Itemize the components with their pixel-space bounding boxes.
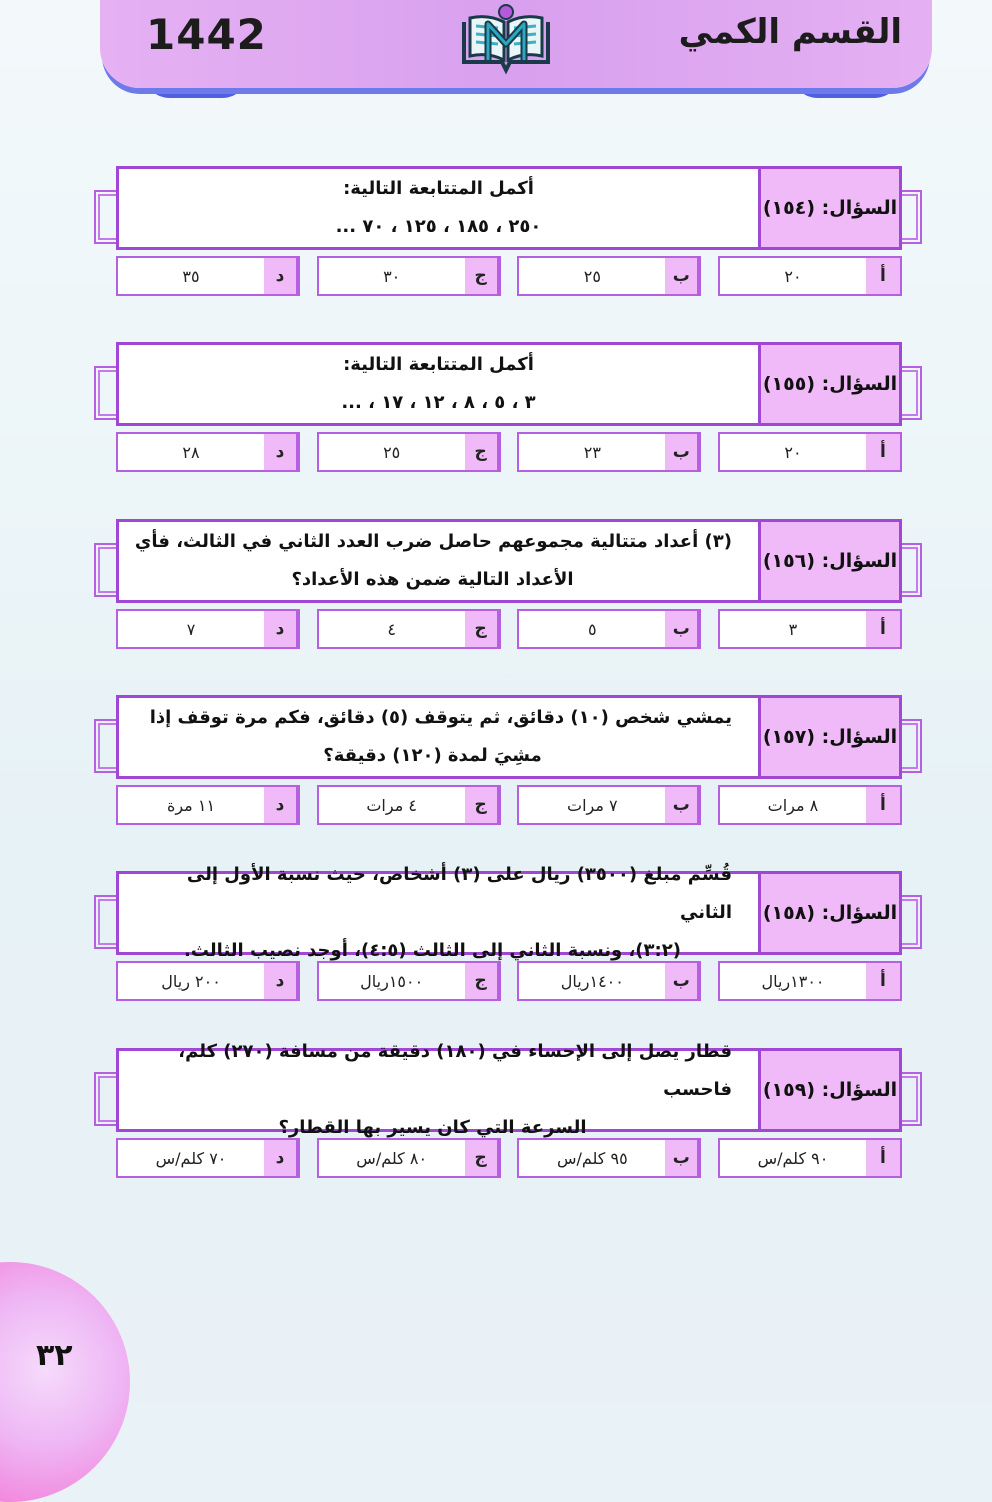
answer-option-value: ٢٠ [784,442,802,462]
answer-option-value: ٧ [186,619,196,639]
answer-option-value: ١١ مرة [166,795,216,815]
answer-option-letter: أ [866,963,900,999]
answer-option-value: ٨ مرات [767,795,819,815]
answer-option-letter: ج [465,1140,499,1176]
header-section-title: القسم الكمي [678,12,902,52]
answer-option-value: ٣٠ [383,266,401,286]
question-text-line: الأعداد التالية ضمن هذه الأعداد؟ [291,569,574,590]
answer-option[interactable] [517,961,701,1001]
answer-option-value: ٩٠ كلم/س [757,1148,829,1168]
answer-options [116,1138,902,1178]
answer-option-letter: أ [866,787,900,823]
question-row [116,864,902,961]
question-number-label: السؤال: (١٥٩) [758,1048,902,1132]
answer-option-letter: ج [465,611,499,647]
answer-option[interactable] [317,961,501,1001]
answer-option-value: ٩٥ كلم/س [556,1148,628,1168]
answer-option-letter: ب [665,434,699,470]
answer-option[interactable] [317,1138,501,1178]
answer-option[interactable] [517,785,701,825]
answer-option[interactable] [317,432,501,472]
answer-option[interactable] [517,609,701,649]
question-text [116,519,758,603]
question-text-line: قطار يصل إلى الإحساء في (١٨٠) دقيقة من مسافة (٢٧٠) كلم، فاحسب [178,1041,732,1100]
question-text-line: أكمل المتتابعة التالية: [343,178,534,199]
answer-option-letter: أ [866,611,900,647]
question-text [116,166,758,250]
question-text-line: (٣:٢)، ونسبة الثاني إلى الثالث (٤:٥)، أوجد نصيب الثالث. [184,940,681,961]
answer-option[interactable] [517,1138,701,1178]
answer-option-letter: د [264,1140,298,1176]
answer-option-value: ٢٥ [383,442,401,462]
answer-options [116,609,902,649]
answer-option[interactable] [317,609,501,649]
answer-option-letter: ب [665,258,699,294]
question-text-line: ٣ ، ٥ ، ٨ ، ١٢ ، ١٧ ، ... [341,392,536,413]
answer-option-letter: ج [465,963,499,999]
question-number-label: السؤال: (١٥٧) [758,695,902,779]
answer-option-letter: أ [866,434,900,470]
answer-option-letter: أ [866,258,900,294]
answer-option-letter: د [264,258,298,294]
question-text-line: مشِيَ لمدة (١٢٠) دقيقة؟ [323,745,542,766]
question-text-line: قُسِّم مبلغ (٣٥٠٠) ريال على (٣) أشخاص، حيث نسبة الأول إلى الثاني [186,864,732,923]
answer-option[interactable] [718,256,902,296]
question-text-line: يمشي شخص (١٠) دقائق، ثم يتوقف (٥) دقائق، فكم مرة توقف إذا [149,707,732,728]
answer-option-value: ٢٨ [182,442,200,462]
answer-option-value: ٢٣ [583,442,601,462]
answer-option-letter: ب [665,963,699,999]
answer-option[interactable] [317,256,501,296]
question-text [116,342,758,426]
answer-option-value: ٨٠ كلم/س [356,1148,428,1168]
answer-option-value: ٥ [588,619,597,639]
answer-option[interactable] [718,785,902,825]
question-number-label: السؤال: (١٥٥) [758,342,902,426]
page-number: ٣٢ [36,1338,73,1373]
answer-option[interactable] [116,785,300,825]
answer-option-value: ٧٠ كلم/س [155,1148,227,1168]
question-row [116,1041,902,1138]
answer-option[interactable] [116,609,300,649]
answer-option[interactable] [718,1138,902,1178]
answer-options [116,961,902,1001]
answer-option[interactable] [517,256,701,296]
answer-option-letter: د [264,963,298,999]
answer-option-value: ٤ [387,619,396,639]
answer-option-letter: ب [665,787,699,823]
answer-option-value: ٢٠ [784,266,802,286]
open-book-m-logo-icon [458,0,554,78]
answer-option-value: ١٤٠٠ريال [560,971,624,991]
question-number-label: السؤال: (١٥٤) [758,166,902,250]
answer-option[interactable] [718,609,902,649]
answer-option[interactable] [116,432,300,472]
question-number-label: السؤال: (١٥٨) [758,871,902,955]
answer-option-letter: د [264,787,298,823]
answer-option-letter: ج [465,258,499,294]
answer-option-letter: د [264,434,298,470]
answer-options [116,785,902,825]
question-row [116,695,902,779]
answer-option-letter: ب [665,611,699,647]
answer-option-letter: ب [665,1140,699,1176]
question-row [116,166,902,250]
answer-option-letter: ج [465,787,499,823]
answer-option[interactable] [718,961,902,1001]
question-text [116,695,758,779]
question-row [116,519,902,603]
question-number-label: السؤال: (١٥٦) [758,519,902,603]
answer-option[interactable] [116,1138,300,1178]
question-row [116,342,902,426]
question-text-line: السرعة التي كان يسير بها القطار؟ [278,1117,587,1138]
question-text-line: أكمل المتتابعة التالية: [343,354,534,375]
answer-option-value: ١٣٠٠ريال [761,971,825,991]
answer-option-value: ١٥٠٠ريال [360,971,424,991]
answer-option-value: ٣ [788,619,798,639]
answer-option-value: ٢٥ [583,266,601,286]
question-text [116,864,758,961]
answer-option[interactable] [116,256,300,296]
answer-option-letter: د [264,611,298,647]
answer-option-value: ٧ مرات [567,795,618,815]
header-year: 1442 [146,10,267,59]
question-text-line: ٢٥٠ ، ١٨٥ ، ١٢٥ ، ٧٠ ... [335,216,542,237]
answer-option[interactable] [317,785,501,825]
answer-option[interactable] [517,432,701,472]
answer-options [116,432,902,472]
question-text-line: (٣) أعداد متتالية مجموعهم حاصل ضرب العدد الثاني في الثالث، فأي [134,531,732,552]
answer-option[interactable] [116,961,300,1001]
question-text [116,1041,758,1138]
answer-option-value: ٣٥ [182,266,200,286]
answer-option-value: ٢٠٠ ريال [161,971,221,991]
answer-option-letter: ج [465,434,499,470]
answer-option-letter: أ [866,1140,900,1176]
answer-option[interactable] [718,432,902,472]
answer-options [116,256,902,296]
answer-option-value: ٤ مرات [366,795,417,815]
